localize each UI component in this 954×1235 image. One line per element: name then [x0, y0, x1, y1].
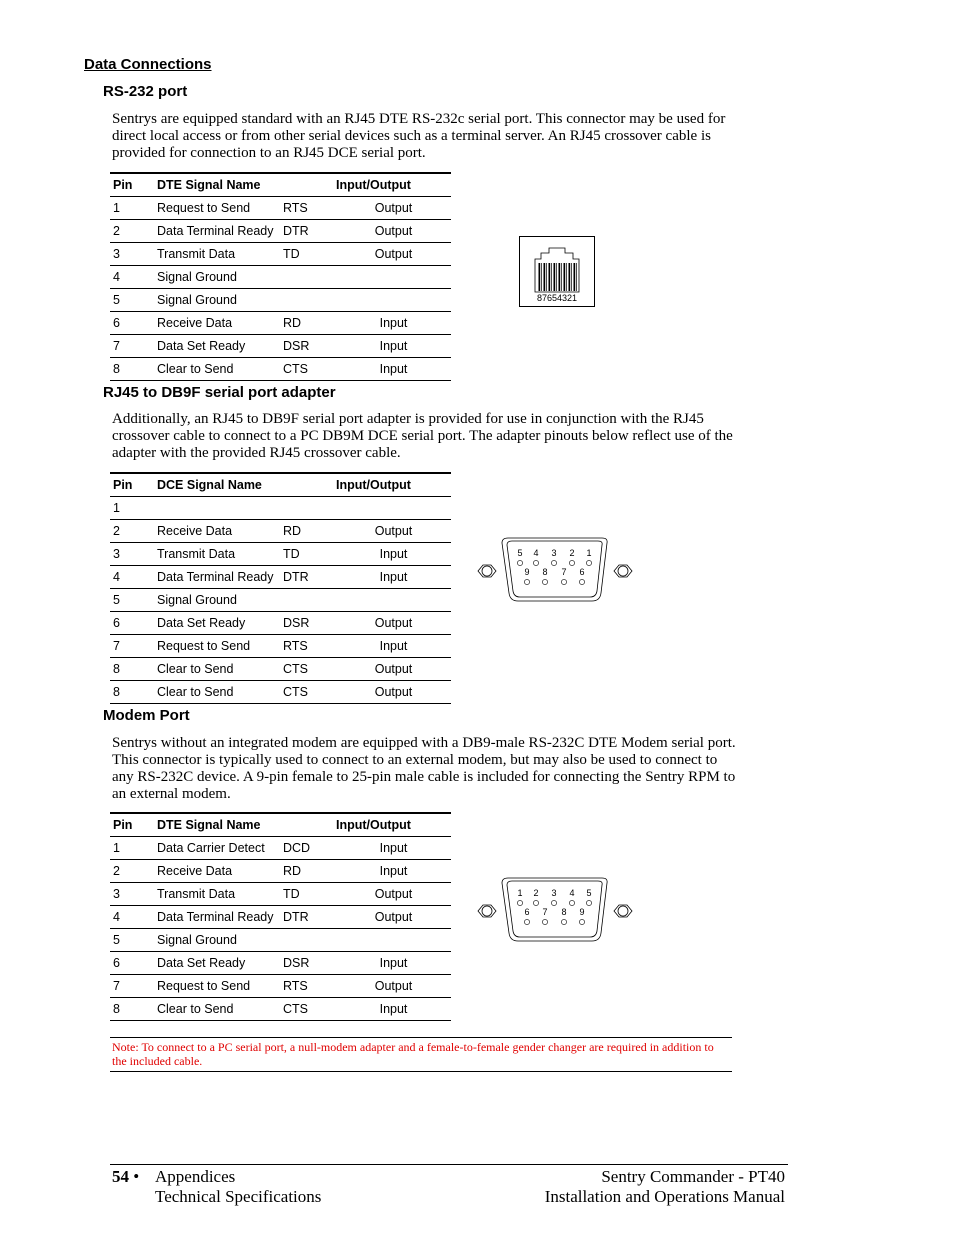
cell-pin: 4 [110, 566, 154, 589]
pin-hole [561, 919, 566, 924]
table-row [110, 589, 451, 612]
cell-signal-name: Receive Data [154, 312, 280, 335]
cell-signal-name: Data Set Ready [154, 952, 280, 975]
cell-pin: 3 [110, 543, 154, 566]
cell-abbreviation: RTS [280, 975, 336, 998]
pin-number-label: 5 [517, 548, 523, 558]
cell-signal-name: Clear to Send [154, 358, 280, 381]
cell-direction: Input [336, 860, 451, 883]
table-row [110, 906, 451, 929]
table-row [110, 266, 451, 289]
pin-number-label: 2 [569, 548, 575, 558]
adapter-pin-table [110, 472, 451, 704]
pin-number-label: 3 [551, 548, 557, 558]
rj45-contact [559, 263, 561, 291]
cell-direction: Output [336, 681, 451, 704]
pin-hole [551, 560, 556, 565]
pin-number-label: 9 [579, 907, 585, 917]
rj45-contact-shadow [551, 263, 552, 291]
cell-pin: 8 [110, 658, 154, 681]
rs232-heading: RS-232 port [103, 83, 188, 100]
cell-pin: 1 [110, 197, 154, 220]
cell-signal-name: Data Terminal Ready [154, 220, 280, 243]
table-header-row [110, 813, 451, 837]
adapter-paragraph: Additionally, an RJ45 to DB9F serial port adapter is provided for use in conjunction with the RJ45 crossover cable to connect to a PC DB9M DCE serial port. The adapter pinouts below reflect use of the adapter with the provided RJ45 crossover cable. [112, 411, 733, 461]
footer-left-line2: Technical Specifications [155, 1187, 322, 1206]
cell-direction [336, 929, 451, 952]
cell-direction: Output [336, 520, 451, 543]
table-row [110, 312, 451, 335]
footer-bullet: • [133, 1167, 140, 1186]
pin-number-label: 6 [524, 907, 530, 917]
cell-abbreviation: TD [280, 243, 336, 266]
cell-abbreviation: DSR [280, 612, 336, 635]
cell-direction [336, 589, 451, 612]
cell-direction: Output [336, 883, 451, 906]
rj45-contact [569, 263, 571, 291]
pin-number-label: 5 [586, 888, 592, 898]
rj45-contact [554, 263, 556, 291]
column-header-direction: Input/Output [336, 173, 451, 197]
rj45-contact-shadow [576, 263, 577, 291]
footer-page-number [112, 1167, 139, 1187]
cell-direction: Input [336, 998, 451, 1021]
cell-signal-name [154, 497, 280, 520]
pin-hole [579, 919, 584, 924]
table-row [110, 860, 451, 883]
pin-hole [517, 560, 522, 565]
column-header-pin: Pin [110, 473, 154, 497]
column-header-signal-name: DTE Signal Name [154, 813, 280, 837]
pin-number-label: 2 [533, 888, 539, 898]
cell-pin: 4 [110, 906, 154, 929]
pin-hole [561, 579, 566, 584]
cell-signal-name: Transmit Data [154, 543, 280, 566]
rj45-connector-diagram [519, 236, 595, 307]
column-header-direction: Input/Output [336, 813, 451, 837]
table-row [110, 497, 451, 520]
cell-abbreviation: DSR [280, 335, 336, 358]
cell-pin: 3 [110, 883, 154, 906]
modem-heading: Modem Port [103, 707, 190, 724]
pin-hole [542, 919, 547, 924]
cell-signal-name: Transmit Data [154, 883, 280, 906]
cell-direction: Output [336, 197, 451, 220]
cell-signal-name: Receive Data [154, 520, 280, 543]
cell-abbreviation: RD [280, 860, 336, 883]
rs232-paragraph: Sentrys are equipped standard with an RJ45 DTE RS-232c serial port. This connector may be used for direct local access or from other serial devices such as a terminal server. An RJ45 crossover cable is provided for connection to an RJ45 DCE serial port. [112, 111, 726, 161]
cell-pin: 7 [110, 335, 154, 358]
modem-paragraph: Sentrys without an integrated modem are equipped with a DB9-male RS-232C DTE Modem serial port. This connector is typically used to connect to an external modem, but may also be used to connect to any RS-232C device. A 9-pin female to 25-pin male cable is included for connecting the Sentry RPM to an external modem. [112, 735, 736, 802]
cell-pin: 3 [110, 243, 154, 266]
cell-signal-name: Data Set Ready [154, 335, 280, 358]
cell-direction: Output [336, 220, 451, 243]
pin-hole [517, 900, 522, 905]
column-header-signal-name: DCE Signal Name [154, 473, 280, 497]
cell-direction: Input [336, 566, 451, 589]
pin-hole [524, 919, 529, 924]
cell-direction: Output [336, 612, 451, 635]
cell-signal-name: Transmit Data [154, 243, 280, 266]
db9-female-adapter-diagram [474, 535, 636, 605]
table-header-row [110, 473, 451, 497]
pin-hole [569, 900, 574, 905]
table-row [110, 883, 451, 906]
cell-abbreviation: DSR [280, 952, 336, 975]
rj45-contact-shadow [561, 263, 562, 291]
pin-number-label: 4 [569, 888, 575, 898]
cell-signal-name: Data Terminal Ready [154, 906, 280, 929]
rj45-contact-shadow [571, 263, 572, 291]
cell-abbreviation: RD [280, 520, 336, 543]
table-row [110, 681, 451, 704]
cell-pin: 6 [110, 952, 154, 975]
column-header-abbreviation [280, 173, 336, 197]
cell-pin: 8 [110, 681, 154, 704]
cell-pin: 2 [110, 860, 154, 883]
pin-number-label: 8 [542, 567, 548, 577]
cell-direction: Input [336, 543, 451, 566]
cell-direction: Output [336, 906, 451, 929]
cell-signal-name: Receive Data [154, 860, 280, 883]
cell-abbreviation: RD [280, 312, 336, 335]
table-row [110, 335, 451, 358]
rj45-contact-shadow [546, 263, 547, 291]
pin-number-label: 9 [524, 567, 530, 577]
cell-abbreviation: RTS [280, 197, 336, 220]
cell-signal-name: Signal Ground [154, 266, 280, 289]
rs232-pin-table [110, 172, 451, 381]
cell-signal-name: Clear to Send [154, 998, 280, 1021]
cell-pin: 8 [110, 998, 154, 1021]
table-row [110, 612, 451, 635]
column-header-direction: Input/Output [336, 473, 451, 497]
column-header-abbreviation [280, 473, 336, 497]
table-row [110, 520, 451, 543]
table-row [110, 543, 451, 566]
table-row [110, 635, 451, 658]
pin-hole [524, 579, 529, 584]
cell-signal-name: Request to Send [154, 197, 280, 220]
cell-direction: Input [336, 952, 451, 975]
cell-signal-name: Signal Ground [154, 589, 280, 612]
table-row [110, 566, 451, 589]
cell-direction: Input [336, 335, 451, 358]
cell-pin: 7 [110, 635, 154, 658]
rj45-contact-shadow [541, 263, 542, 291]
cell-abbreviation: DTR [280, 220, 336, 243]
null-modem-note: Note: To connect to a PC serial port, a null-modem adapter and a female-to-female gender changer are required in addition to the included cable. [110, 1037, 732, 1072]
pin-hole [569, 560, 574, 565]
cell-pin: 2 [110, 220, 154, 243]
cell-direction: Output [336, 975, 451, 998]
cell-direction: Input [336, 358, 451, 381]
cell-abbreviation [280, 289, 336, 312]
table-row [110, 289, 451, 312]
modem-pin-table [110, 812, 451, 1021]
rj45-contact-shadow [556, 263, 557, 291]
cell-pin: 6 [110, 312, 154, 335]
table-row [110, 837, 451, 860]
table-row [110, 197, 451, 220]
pin-number-label: 3 [551, 888, 557, 898]
table-row [110, 243, 451, 266]
cell-direction: Input [336, 312, 451, 335]
section-title: Data Connections [84, 56, 212, 73]
cell-abbreviation: CTS [280, 658, 336, 681]
column-header-signal-name: DTE Signal Name [154, 173, 280, 197]
cell-abbreviation: CTS [280, 681, 336, 704]
pin-hole [586, 560, 591, 565]
table-row [110, 975, 451, 998]
pin-number-label: 7 [561, 567, 567, 577]
cell-abbreviation: CTS [280, 358, 336, 381]
rj45-contact [544, 263, 546, 291]
cell-abbreviation: TD [280, 543, 336, 566]
footer-right-line2: Installation and Operations Manual [544, 1187, 785, 1206]
table-row [110, 998, 451, 1021]
cell-direction: Input [336, 837, 451, 860]
cell-direction: Output [336, 243, 451, 266]
cell-pin: 7 [110, 975, 154, 998]
db9-male-modem-diagram [474, 875, 636, 945]
cell-abbreviation [280, 929, 336, 952]
pin-hole [533, 560, 538, 565]
cell-signal-name: Signal Ground [154, 929, 280, 952]
pin-number-label: 8 [561, 907, 567, 917]
cell-pin: 1 [110, 837, 154, 860]
cell-direction: Output [336, 658, 451, 681]
page-number: 54 [112, 1167, 129, 1186]
cell-pin: 5 [110, 589, 154, 612]
cell-abbreviation [280, 497, 336, 520]
cell-direction [336, 289, 451, 312]
cell-signal-name: Data Terminal Ready [154, 566, 280, 589]
pin-hole [586, 900, 591, 905]
cell-pin: 5 [110, 929, 154, 952]
cell-signal-name: Data Carrier Detect [154, 837, 280, 860]
cell-pin: 5 [110, 289, 154, 312]
pin-number-label: 6 [579, 567, 585, 577]
rj45-contact-shadow [566, 263, 567, 291]
cell-abbreviation: DCD [280, 837, 336, 860]
pin-hole [551, 900, 556, 905]
footer-rule [110, 1164, 788, 1165]
cell-direction [336, 497, 451, 520]
column-header-pin: Pin [110, 813, 154, 837]
table-row [110, 358, 451, 381]
column-header-pin: Pin [110, 173, 154, 197]
cell-direction [336, 266, 451, 289]
table-row [110, 952, 451, 975]
cell-abbreviation [280, 266, 336, 289]
cell-abbreviation: RTS [280, 635, 336, 658]
pin-number-label: 1 [586, 548, 592, 558]
cell-direction: Input [336, 635, 451, 658]
rj45-contact [539, 263, 541, 291]
pin-number-label: 1 [517, 888, 523, 898]
cell-abbreviation: TD [280, 883, 336, 906]
cell-pin: 8 [110, 358, 154, 381]
cell-pin: 1 [110, 497, 154, 520]
cell-pin: 4 [110, 266, 154, 289]
cell-signal-name: Data Set Ready [154, 612, 280, 635]
cell-signal-name: Request to Send [154, 975, 280, 998]
pin-hole [533, 900, 538, 905]
table-row [110, 929, 451, 952]
table-row [110, 220, 451, 243]
pin-number-label: 7 [542, 907, 548, 917]
cell-signal-name: Clear to Send [154, 658, 280, 681]
cell-abbreviation [280, 589, 336, 612]
footer-left-line1: Appendices [155, 1167, 236, 1186]
cell-signal-name: Clear to Send [154, 681, 280, 704]
cell-abbreviation: DTR [280, 566, 336, 589]
pin-hole [542, 579, 547, 584]
table-header-row [110, 173, 451, 197]
cell-pin: 6 [110, 612, 154, 635]
cell-signal-name: Signal Ground [154, 289, 280, 312]
adapter-heading: RJ45 to DB9F serial port adapter [103, 384, 336, 401]
rj45-pin-numbers: 87654321 [536, 293, 578, 303]
cell-pin: 2 [110, 520, 154, 543]
rj45-contact [564, 263, 566, 291]
pin-hole [579, 579, 584, 584]
rj45-contact [574, 263, 576, 291]
footer-right-line1: Sentry Commander - PT40 [601, 1167, 785, 1186]
cell-abbreviation: CTS [280, 998, 336, 1021]
rj45-contact [549, 263, 551, 291]
cell-signal-name: Request to Send [154, 635, 280, 658]
column-header-abbreviation [280, 813, 336, 837]
cell-abbreviation: DTR [280, 906, 336, 929]
table-row [110, 658, 451, 681]
pin-number-label: 4 [533, 548, 539, 558]
